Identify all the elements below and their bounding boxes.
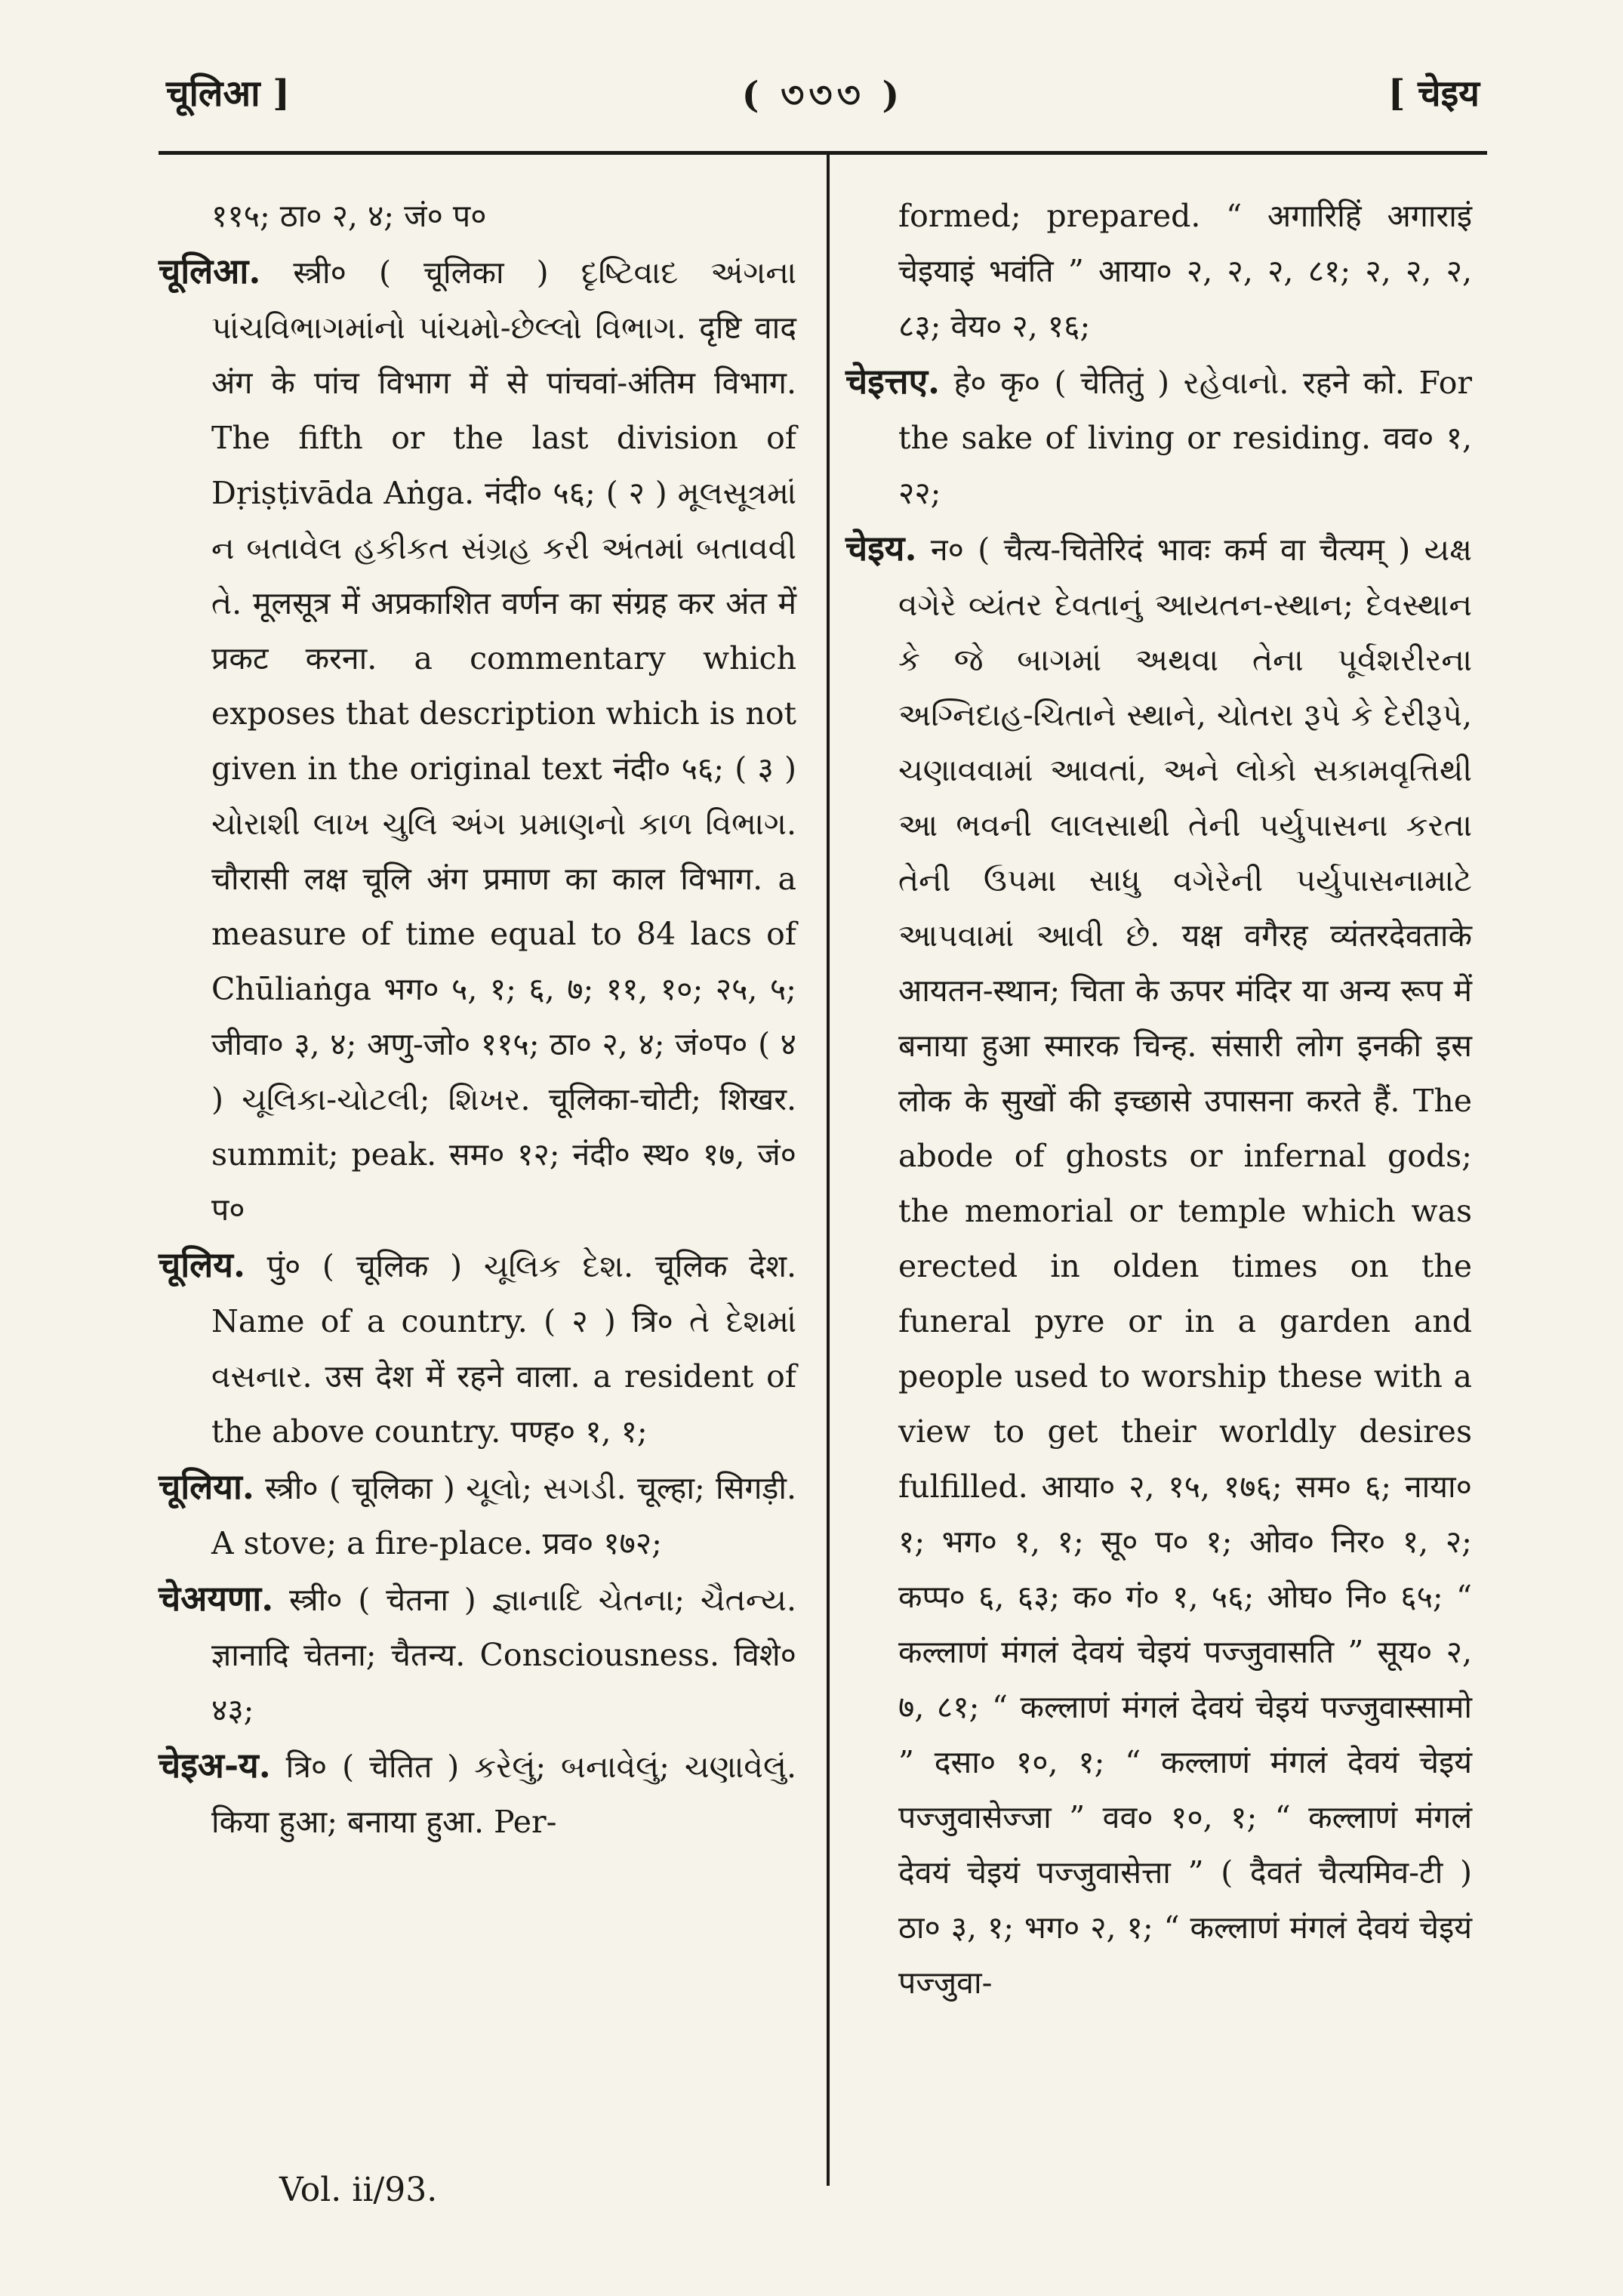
entry-definition: स्त्री० ( चूलिका ) દૃષ્ટિવાદ અંગના પાંચવિભાગમાંનો પાંચમો-છેલ્લો વિભાગ. दृष्टि वाद अंग के पांच विभाग में से पांचवां-अंतिम विभाग. The fifth or the last division of Dṛiṣṭivāda Aṅga. नंदी० ५६; ( २ ) મૂલસૂત્રમાં ન બતાવેલ હકીકત સંગ્રહ કરી અંતમાં બતાવવી તે. मूलसूत्र में अप्रकाशित वर्णन का संग्रह कर अंत में प्रकट करना. a commentary which exposes that description which is not given in the original text नंदी० ५६; ( ३ ) ચોરાશી લાખ ચુલિ અંગ પ્રમાણનો કાળ વિભાગ. चौरासी लक्ष चूलि अंग प्रमाण का काल विभाग. a measure of time equal to 84 lacs of Chūliaṅga भग० ५, १; ६, ७; ११, १०; २५, ५; जीवा० ३, ४; अणु-जो० ११५; ठा० २, ४; जं०प० ( ४ ) ચૂલિકા-ચોટલી; શિખર. चूलिका-चोटी; शिखर. summit; peak. सम० १२; नंदी० स्थ० १७, जं० प०: [211, 254, 796, 1228]
page-number: ( ৩৩৩ ): [741, 74, 904, 116]
entry-headword: चूलिय.: [159, 1244, 246, 1285]
dictionary-entry: [845, 354, 1472, 521]
page-header: [159, 53, 1487, 128]
entry-definition: पुं० ( चूलिक ) ચૂલિક દેશ. चूलिक देश. Name of a country. ( २ ) त्रि० તે દેશમાં વસનાર. उस देश में रहने वाला. a resident of the above country. पण्ह० १, १;: [211, 1248, 796, 1450]
left-column: [159, 189, 796, 1850]
entry-definition: त्रि० ( चेतित ) કરેલું; બનાવેલું; ચણાવેલું. किया हुआ; बनाया हुआ. Per-: [211, 1749, 796, 1840]
dictionary-entry: [159, 1738, 796, 1850]
entry-definition: हे० कृ० ( चेतितुं ) રહેવાનો. रहने को. For the sake of living or residing. वव० १, २२;: [898, 365, 1472, 511]
entry-definition: स्त्री० ( चेतना ) જ્ઞાનાદિ ચેતના; ચૈતન્ય. ज्ञानादि चेतना; चैतन्य. Consciousness. विशे० ४३;: [211, 1582, 796, 1728]
header-rule: [159, 151, 1487, 155]
right-column: [845, 189, 1472, 2011]
header-left-guideword: चूलिआ ]: [166, 72, 290, 115]
entry-definition: स्त्री० ( चूलिका ) ચૂલો; સગડી. चूल्हा; सिगड़ी. A stove; a fire-place. प्रव० १७२;: [211, 1470, 796, 1561]
header-right-guideword: [ चेइय: [1387, 72, 1480, 115]
entry-headword: चेइत्तए.: [845, 361, 941, 402]
dictionary-entry: [159, 244, 796, 1237]
volume-footer: Vol. ii/93.: [279, 2171, 438, 2209]
entry-headword: चेअयणा.: [159, 1578, 274, 1619]
continued-text: ११५; ठा० २, ४; जं० प०: [211, 198, 487, 234]
dictionary-entry: [159, 1571, 796, 1738]
entry-headword: चूलिआ.: [159, 251, 261, 291]
entry-headword: चूलिया.: [159, 1466, 254, 1507]
continued-text: formed; prepared. “ अगारिहिं अगाराइं चेइयाइं भवंति ” आया० २, २, २, ८१; २, २, २, ८३; वेय० २, १६;: [898, 198, 1472, 344]
dictionary-entry: [159, 1237, 796, 1459]
column-divider: [827, 155, 830, 2186]
entry-definition: न० ( चैत्य-चितेरिदं भावः कर्म वा चैत्यम् ) યક્ષ વગેરે વ્યંતર દેવતાનું આયતન-સ્થાન; દેવસ્થાન કે જે બાગમાં અથવા તેના પૂર્વશરીરના અગ્નિદાહ-ચિતાને સ્થાને, ચોતરા રૂપે કે દેરીરૂપે, ચણાવવામાં આવતાં, અને લોકો સકામવૃત્તિથી આ ભવની લાલસાથી તેની પર્યુપાસના કરતા તેની ઉપમા સાધુ વગેરેની પર્યુપાસનામાટે આપવામાં આવી છે. यक्ष वगैरह व्यंतरदेवताके आयतन-स्थान; चिता के ऊपर मंदिर या अन्य रूप में बनाया हुआ स्मारक चिन्ह. संसारी लोग इनकी इस लोक के सुखों की इच्छासे उपासना करते हैं. The abode of ghosts or infernal gods; the memorial or temple which was erected in olden times on the funeral pyre or in a garden and people used to worship these with a view to get their worldly desires fulfilled. आया० २, १५, १७६; सम० ६; नाया० १; भग० १, १; सू० प० १; ओव० निर० १, २; कप्प० ६, ६३; क० गं० १, ५६; ओघ० नि० ६५; “ कल्लाणं मंगलं देवयं चेइयं पज्जुवासति ” सूय० २, ७, ८१; “ कल्लाणं मंगलं देवयं चेइयं पज्जुवास्सामो ” दसा० १०, १; “ कल्लाणं मंगलं देवयं चेइयं पज्जुवासेज्जा ” वव० १०, १; “ कल्लाणं मंगलं देवयं चेइयं पज्जुवासेत्ता ” ( दैवतं चैत्यमिव-टी ) ठा० ३, १; भग० २, १; “ कल्लाणं मंगलं देवयं चेइयं पज्जुवा-: [898, 532, 1472, 2001]
dictionary-entry: [845, 521, 1472, 2011]
dictionary-entry: [159, 1459, 796, 1571]
entry-headword: चेइय.: [845, 528, 917, 569]
entry-headword: चेइअ-य.: [159, 1745, 271, 1786]
